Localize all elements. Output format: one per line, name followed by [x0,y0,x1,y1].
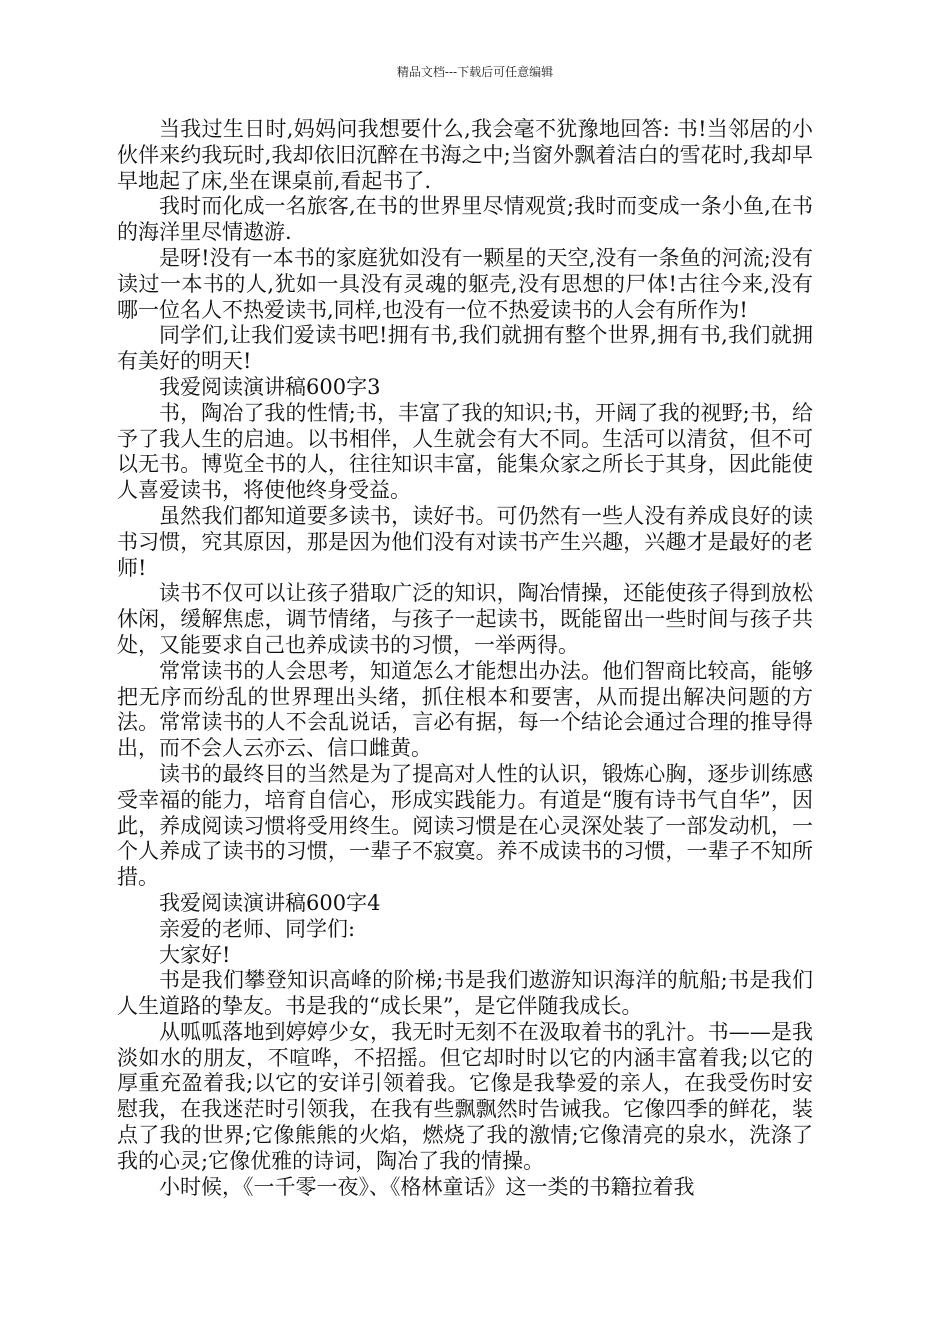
paragraph-4: 同学们,让我们爱读书吧!拥有书,我们就拥有整个世界,拥有书,我们就拥有美好的明天! [117,323,813,374]
paragraph-12: 小时候，《一千零一夜》、《格林童话》这一类的书籍拉着我 [159,1174,695,1199]
paragraph-2: 我时而化成一名旅客,在书的世界里尽情观赏;我时而变成一条小鱼,在书的海洋里尽情遨游. [117,194,813,245]
paragraph-9: 读书的最终目的当然是为了提高对人性的认识，锻炼心胸，逐步训练感受幸福的能力，培育自信心，形成实践能力。有道是“腹有诗书气自华”，因此，养成阅读习惯将受用终生。阅读习惯是在心灵深处装了一部发动机，一个人养成了读书的习惯，一辈子不寂寞。养不成读书的习惯，一辈子不知所措。 [117,761,813,890]
page-header: 精品文档---下载后可任意编辑 [396,65,554,79]
paragraph-6: 虽然我们都知道要多读书，读好书。可仍然有一些人没有养成良好的读书习惯，究其原因，那是因为他们没有对读书产生兴趣，兴趣才是最好的老师! [117,503,813,580]
paragraph-7: 读书不仅可以让孩子猎取广泛的知识，陶冶情操，还能使孩子得到放松休闲，缓解焦虑，调节情绪，与孩子一起读书，既能留出一些时间与孩子共处，又能要求自己也养成读书的习惯，一举两得。 [117,581,813,657]
paragraph-5: 书，陶冶了我的性情;书，丰富了我的知识;书，开阔了我的视野;书，给予了我人生的启迪。以书相伴，人生就会有大不同。生活可以清贫，但不可以无书。博览全书的人，往往知识丰富，能集众家之所长于其身，因此能使人喜爱读书，将使他终身受益。 [117,400,813,503]
section-heading-3: 我爱阅读演讲稿600字3 [159,374,381,399]
paragraph-11: 从呱呱落地到婷婷少女，我无时无刻不在汲取着书的乳汁。书——是我淡如水的朋友，不喧哗，不招摇。但它却时时以它的内涵丰富着我;以它的厚重充盈着我;以它的安详引领着我。它像是我挚爱的亲人，在我受伤时安慰我，在我迷茫时引领我，在我有些飘飘然时告诫我。它像四季的鲜花，装点了我的世界;它像熊熊的火焰，燃烧了我的激情;它像清亮的泉水，洗涤了我的心灵;它像优雅的诗词，陶冶了我的情操。 [117,1019,813,1173]
document-body [117,117,813,1200]
paragraph-3: 是呀!没有一本书的家庭犹如没有一颗星的天空,没有一条鱼的河流;没有读过一本书的人,犹如一具没有灵魂的躯壳,没有思想的尸体!古往今来,没有哪一位名人不热爱读书,同样,也没有一位不热爱读书的人会有所作为! [117,245,813,322]
greeting: 大家好! [159,942,231,967]
paragraph-8: 常常读书的人会思考，知道怎么才能想出办法。他们智商比较高，能够把无序而纷乱的世界理出头绪，抓住根本和要害，从而提出解决问题的方法。常常读书的人不会乱说话，言必有据，每一个结论会通过合理的推导得出，而不会人云亦云、信口雌黄。 [117,658,813,761]
section-heading-4: 我爱阅读演讲稿600字4 [159,890,381,915]
paragraph-1: 当我过生日时,妈妈问我想要什么,我会毫不犹豫地回答: 书!当邻居的小伙伴来约我玩时,我却依旧沉醉在书海之中;当窗外飘着洁白的雪花时,我却早早地起了床,坐在课桌前,看起书了. [117,117,813,193]
salutation: 亲爱的老师、同学们: [159,916,356,941]
paragraph-10: 书是我们攀登知识高峰的阶梯;书是我们遨游知识海洋的航船;书是我们人生道路的挚友。书是我的“成长果”，是它伴随我成长。 [117,968,813,1019]
